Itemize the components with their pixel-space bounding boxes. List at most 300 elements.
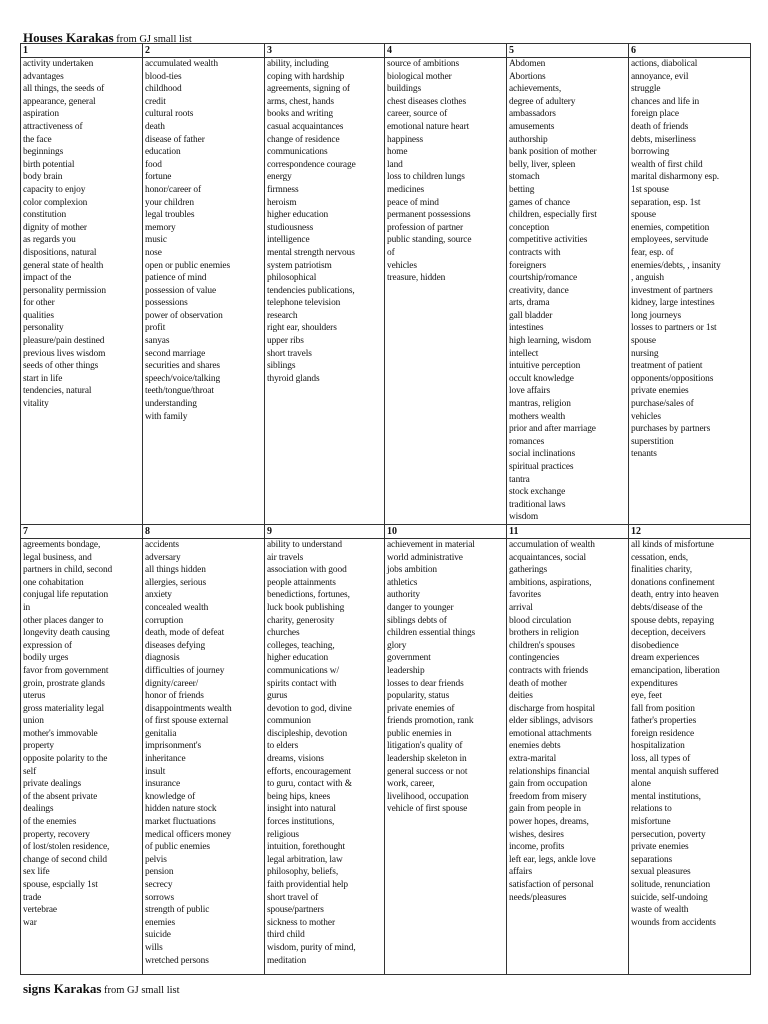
- karaka-line: emotional nature heart: [387, 121, 470, 132]
- karaka-line: intuitive perception: [509, 361, 581, 372]
- karaka-line: dignity/career/: [145, 678, 199, 689]
- karaka-line: spouse: [631, 336, 656, 347]
- karaka-line: finalities charity,: [631, 565, 693, 576]
- karaka-line: open or public enemies: [145, 260, 231, 271]
- karaka-line: power hopes, dreams,: [509, 817, 589, 828]
- karaka-line: change of second child: [23, 854, 107, 865]
- karaka-line: impact of the: [23, 273, 72, 284]
- house-number-row: [21, 44, 751, 58]
- karaka-line: authority: [387, 590, 420, 601]
- house-karakas-cell: [507, 538, 629, 974]
- karaka-line: world administrative: [387, 552, 463, 563]
- karaka-line: appearance, general: [23, 96, 96, 107]
- karaka-line: foreigners: [509, 260, 547, 271]
- karaka-line: danger to younger: [387, 602, 454, 613]
- karaka-line: purchase/sales of: [631, 399, 694, 410]
- karaka-line: being hips, knees: [267, 791, 331, 802]
- house-karakas-cell: [21, 58, 143, 525]
- karaka-line: home: [387, 147, 408, 158]
- house-karakas-cell: [21, 538, 143, 974]
- karaka-line: deities: [509, 691, 533, 702]
- karaka-line: permanent possessions: [387, 210, 471, 221]
- karaka-line: profit: [145, 323, 166, 334]
- karaka-line: struggle: [631, 84, 661, 95]
- karaka-line: partners in child, second: [23, 565, 113, 576]
- karaka-line: genitalia: [145, 728, 177, 739]
- karaka-line: enemies: [145, 917, 176, 928]
- karaka-line: private enemies: [631, 842, 689, 853]
- karaka-line: creativity, dance: [509, 285, 569, 296]
- house-karakas-row: [21, 538, 751, 974]
- karaka-line: vehicles: [631, 411, 661, 422]
- karaka-line: death, mode of defeat: [145, 628, 225, 639]
- karaka-line: losses to partners or 1st: [631, 323, 717, 334]
- karaka-line: anxiety: [145, 590, 172, 601]
- karaka-line: debts, miserliness: [631, 134, 696, 145]
- karaka-line: agreements, signing of: [267, 84, 350, 95]
- karaka-line: correspondence courage: [267, 159, 356, 170]
- house-number: 5: [507, 44, 629, 58]
- karaka-line: income, profits: [509, 842, 565, 853]
- karaka-line: efforts, encouragement: [267, 766, 352, 777]
- karaka-line: blood-ties: [145, 71, 182, 82]
- karaka-line: disease of father: [145, 134, 205, 145]
- karaka-line: birth potential: [23, 159, 75, 170]
- karaka-line: the face: [23, 134, 52, 145]
- karaka-line: agreements bondage,: [23, 539, 101, 550]
- karaka-line: athletics: [387, 577, 418, 588]
- karaka-line: enemies debts: [509, 741, 561, 752]
- karaka-line: hidden nature stock: [145, 804, 217, 815]
- karaka-line: aspiration: [23, 109, 59, 120]
- karaka-line: contracts with friends: [509, 665, 589, 676]
- karaka-line: glory: [387, 640, 407, 651]
- karaka-line: cessation, ends,: [631, 552, 688, 563]
- karaka-line: food: [145, 159, 162, 170]
- karaka-line: of the absent private: [23, 791, 98, 802]
- karaka-line: favorites: [509, 590, 541, 601]
- karaka-line: jobs ambition: [387, 565, 438, 576]
- karaka-line: needs/pleasures: [509, 892, 567, 903]
- karaka-line: kidney, large intestines: [631, 298, 715, 309]
- karaka-line: ability to understand: [267, 539, 342, 550]
- karaka-line: discipleship, devotion: [267, 728, 348, 739]
- karaka-line: prior and after marriage: [509, 424, 596, 435]
- karaka-line: association with good: [267, 565, 347, 576]
- house-number: 10: [385, 524, 507, 538]
- karaka-line: eye, feet: [631, 691, 662, 702]
- karaka-line: siblings: [267, 361, 296, 372]
- karaka-line: advantages: [23, 71, 64, 82]
- karaka-line: leadership: [387, 665, 425, 676]
- karaka-line: adversary: [145, 552, 181, 563]
- karaka-line: pelvis: [145, 854, 167, 865]
- karaka-line: chances and life in: [631, 96, 700, 107]
- karaka-line: children essential things: [387, 628, 476, 639]
- karaka-line: intelligence: [267, 235, 310, 246]
- karaka-line: occult knowledge: [509, 373, 574, 384]
- karaka-line: source of ambitions: [387, 59, 460, 69]
- karaka-line: wisdom, purity of mind,: [267, 942, 356, 953]
- karaka-line: as regards you: [23, 235, 76, 246]
- karaka-line: vitality: [23, 399, 49, 410]
- karaka-line: constitution: [23, 210, 67, 221]
- karaka-line: imprisonment's: [145, 741, 202, 752]
- karaka-line: market fluctuations: [145, 817, 216, 828]
- karaka-line: knowledge of: [145, 791, 196, 802]
- karaka-line: games of chance: [509, 197, 570, 208]
- karaka-line: body brain: [23, 172, 63, 183]
- karaka-line: profession of partner: [387, 222, 463, 233]
- karaka-line: accidents: [145, 539, 179, 550]
- karaka-line: marital disharmony esp.: [631, 172, 720, 183]
- karaka-line: mantras, religion: [509, 399, 571, 410]
- karaka-line: separations: [631, 854, 673, 865]
- karaka-line: education: [145, 147, 181, 158]
- karaka-line: of public enemies: [145, 842, 210, 853]
- karaka-line: corruption: [145, 615, 184, 626]
- karaka-line: expression of: [23, 640, 72, 651]
- karaka-line: attractiveness of: [23, 121, 83, 132]
- house-karakas-cell: [385, 538, 507, 974]
- karaka-line: popularity, status: [387, 691, 450, 702]
- karaka-line: second marriage: [145, 348, 206, 359]
- house-karakas-cell: [265, 58, 385, 525]
- karaka-line: pleasure/pain destined: [23, 336, 105, 347]
- karaka-line: to guru, contact with &: [267, 779, 352, 790]
- karaka-line: patience of mind: [145, 273, 207, 284]
- karaka-line: possessions: [145, 298, 188, 309]
- karaka-line: of lost/stolen residence,: [23, 842, 110, 853]
- karaka-line: employees, servitude: [631, 235, 709, 246]
- karaka-line: superstition: [631, 436, 674, 447]
- karaka-line: enemies/debts, , insanity: [631, 260, 721, 271]
- karaka-line: longevity death causing: [23, 628, 110, 639]
- karaka-line: relations to: [631, 804, 672, 815]
- karaka-line: communion: [267, 716, 311, 727]
- karaka-line: vehicles: [387, 260, 417, 271]
- karaka-line: government: [387, 653, 431, 664]
- karaka-line: insult: [145, 766, 166, 777]
- karaka-line: achievements,: [509, 84, 562, 95]
- karaka-line: property, recovery: [23, 829, 90, 840]
- karaka-line: credit: [145, 96, 166, 107]
- karaka-line: satisfaction of personal: [509, 880, 594, 890]
- karaka-line: groin, prostrate glands: [23, 678, 105, 689]
- karaka-line: hospitalization: [631, 741, 685, 752]
- house-karakas-row: [21, 58, 751, 525]
- karaka-line: chest diseases clothes: [387, 96, 467, 107]
- karaka-line: spouse: [631, 210, 656, 221]
- house-karakas-cell: [143, 538, 265, 974]
- karaka-line: conjugal life reputation: [23, 590, 109, 601]
- karaka-line: firmness: [267, 184, 299, 195]
- karaka-line: communications: [267, 147, 328, 158]
- karaka-line: legal arbitration, law: [267, 854, 343, 865]
- karaka-line: disappointments wealth: [145, 703, 232, 714]
- karaka-line: land: [387, 159, 403, 170]
- karaka-line: short travels: [267, 348, 312, 359]
- karaka-line: gross materiality legal: [23, 703, 105, 714]
- karaka-line: diseases defying: [145, 640, 206, 651]
- karaka-line: actions, diabolical: [631, 59, 698, 69]
- karaka-line: power of observation: [145, 310, 223, 321]
- karaka-line: beginnings: [23, 147, 64, 158]
- karaka-line: studiousness: [267, 222, 314, 233]
- karaka-line: nursing: [631, 348, 659, 359]
- karaka-line: colleges, teaching,: [267, 640, 335, 651]
- karaka-line: accumulated wealth: [145, 59, 218, 69]
- karaka-line: of first spouse external: [145, 716, 229, 727]
- karaka-line: happiness: [387, 134, 424, 145]
- karaka-line: dealings: [23, 804, 54, 815]
- house-number: 8: [143, 524, 265, 538]
- karaka-line: courtship/romance: [509, 273, 578, 284]
- karaka-line: personality: [23, 323, 64, 334]
- karaka-line: loss to children lungs: [387, 172, 465, 183]
- karaka-line: children's spouses: [509, 640, 575, 651]
- karaka-line: wounds from accidents: [631, 917, 716, 928]
- karaka-line: vertebrae: [23, 905, 57, 916]
- karaka-line: previous lives wisdom: [23, 348, 106, 359]
- karaka-line: charity, generosity: [267, 615, 335, 626]
- karaka-line: siblings debts of: [387, 615, 447, 626]
- karaka-line: sexual pleasures: [631, 867, 691, 878]
- karaka-line: annoyance, evil: [631, 71, 689, 82]
- karaka-line: honor of friends: [145, 691, 204, 702]
- karaka-line: degree of adultery: [509, 96, 576, 107]
- karaka-line: honor/career of: [145, 184, 202, 195]
- karaka-line: private enemies: [631, 386, 689, 397]
- karaka-line: churches: [267, 628, 300, 639]
- karaka-line: wisdom: [509, 512, 539, 523]
- karaka-line: ability, including: [267, 59, 329, 69]
- karaka-line: sorrows: [145, 892, 174, 903]
- karaka-line: mental strength nervous: [267, 247, 355, 258]
- karaka-line: tendencies publications,: [267, 285, 355, 296]
- karaka-line: emancipation, liberation: [631, 665, 720, 676]
- karaka-line: favor from government: [23, 665, 109, 676]
- page-title-source: from GJ small list: [113, 34, 192, 45]
- karaka-line: loss, all types of: [631, 754, 691, 765]
- house-karakas-cell: [265, 538, 385, 974]
- karaka-line: amusements: [509, 121, 555, 132]
- karaka-line: stock exchange: [509, 487, 566, 498]
- karaka-line: belly, liver, spleen: [509, 159, 576, 170]
- karaka-line: higher education: [267, 653, 329, 664]
- karaka-line: biological mother: [387, 71, 452, 82]
- karaka-line: competitive activities: [509, 235, 588, 246]
- karaka-line: misfortune: [631, 817, 671, 828]
- karaka-line: tantra: [509, 474, 530, 485]
- houses-table: [20, 43, 751, 975]
- karaka-line: authorship: [509, 134, 548, 145]
- karaka-line: brothers in religion: [509, 628, 579, 639]
- karaka-line: right ear, shoulders: [267, 323, 337, 334]
- karaka-line: fortune: [145, 172, 172, 183]
- karaka-line: acquaintances, social: [509, 552, 587, 563]
- karaka-line: insight into natural: [267, 804, 336, 815]
- section-title: [23, 978, 180, 997]
- karaka-line: luck book publishing: [267, 602, 345, 613]
- karaka-line: seeds of other things: [23, 361, 99, 372]
- karaka-line: Abdomen: [509, 59, 546, 69]
- karaka-line: philosophical: [267, 273, 317, 284]
- karaka-line: foreign place: [631, 109, 679, 120]
- karaka-line: benedictions, fortunes,: [267, 590, 350, 601]
- karaka-line: death of friends: [631, 121, 689, 132]
- karaka-line: conception: [509, 222, 550, 233]
- karaka-line: investment of partners: [631, 285, 713, 296]
- karaka-line: inheritance: [145, 754, 186, 765]
- karaka-line: losses to dear friends: [387, 678, 464, 689]
- karaka-line: heroism: [267, 197, 297, 208]
- karaka-line: arms, chest, hands: [267, 96, 334, 107]
- karaka-line: pension: [145, 867, 174, 878]
- karaka-line: teeth/tongue/throat: [145, 386, 214, 397]
- karaka-line: sickness to mother: [267, 917, 335, 928]
- house-karakas-cell: [629, 538, 751, 974]
- karaka-line: forces institutions,: [267, 817, 335, 828]
- karaka-line: persecution, poverty: [631, 829, 706, 840]
- karaka-line: litigation's quality of: [387, 741, 463, 752]
- house-number: 9: [265, 524, 385, 538]
- karaka-line: death: [145, 121, 165, 132]
- karaka-line: Abortions: [509, 71, 546, 82]
- karaka-line: deception, deceivers: [631, 628, 706, 639]
- karaka-line: traditional laws: [509, 499, 566, 510]
- karaka-line: purchases by partners: [631, 424, 711, 435]
- karaka-line: separation, esp. 1st: [631, 197, 701, 208]
- karaka-line: devotion to god, divine: [267, 703, 352, 714]
- karaka-line: wealth of first child: [631, 159, 703, 170]
- karaka-line: diagnosis: [145, 653, 180, 664]
- karaka-line: higher education: [267, 210, 329, 221]
- karaka-line: opponents/oppositions: [631, 373, 714, 384]
- karaka-line: property: [23, 741, 54, 752]
- karaka-line: peace of mind: [387, 197, 439, 208]
- karaka-line: nose: [145, 247, 162, 258]
- karaka-line: casual acquaintances: [267, 121, 344, 132]
- page-title-bold: Houses Karakas: [23, 30, 114, 45]
- karaka-line: faith providential help: [267, 880, 349, 890]
- karaka-line: social inclinations: [509, 449, 576, 460]
- karaka-line: emotional attachments: [509, 728, 592, 739]
- karaka-line: 1st spouse: [631, 184, 669, 195]
- karaka-line: long journeys: [631, 310, 681, 321]
- karaka-line: mental institutions,: [631, 791, 701, 802]
- karaka-line: activity undertaken: [23, 59, 94, 69]
- karaka-line: music: [145, 235, 167, 246]
- karaka-line: union: [23, 716, 44, 727]
- karaka-line: strength of public: [145, 905, 210, 916]
- karaka-line: spouse debts, repaying: [631, 615, 714, 626]
- house-number: 11: [507, 524, 629, 538]
- karaka-line: contingencies: [509, 653, 560, 664]
- karaka-line: foreign residence: [631, 728, 695, 739]
- karaka-line: speech/voice/talking: [145, 373, 221, 384]
- karaka-line: spouse, espcially 1st: [23, 880, 98, 890]
- karaka-line: for other: [23, 298, 55, 309]
- karaka-line: treatment of patient: [631, 361, 703, 372]
- karaka-line: tendencies, natural: [23, 386, 92, 397]
- karaka-line: freedom from misery: [509, 791, 587, 802]
- karaka-line: upper ribs: [267, 336, 304, 347]
- karaka-line: self: [23, 766, 37, 777]
- karaka-line: high learning, wisdom: [509, 336, 592, 347]
- karaka-line: children, especially first: [509, 210, 597, 221]
- karaka-line: capacity to enjoy: [23, 184, 86, 195]
- karaka-line: mental anquish suffered: [631, 766, 719, 777]
- karaka-line: death of mother: [509, 678, 567, 689]
- karaka-line: telephone television: [267, 298, 341, 309]
- karaka-line: research: [267, 310, 298, 321]
- karaka-line: work, career,: [387, 779, 435, 790]
- karaka-line: to elders: [267, 741, 299, 752]
- karaka-line: energy: [267, 172, 292, 183]
- karaka-line: intellect: [509, 348, 539, 359]
- karaka-line: private enemies of: [387, 703, 455, 714]
- karaka-line: wills: [145, 942, 163, 953]
- house-number: 12: [629, 524, 751, 538]
- karaka-line: fear, esp. of: [631, 247, 674, 258]
- karaka-line: dispositions, natural: [23, 247, 97, 258]
- karaka-line: medical officers money: [145, 829, 232, 840]
- karaka-line: gall bladder: [509, 310, 553, 321]
- karaka-line: enemies, competition: [631, 222, 710, 233]
- karaka-line: achievement in material: [387, 539, 475, 550]
- karaka-line: memory: [145, 222, 176, 233]
- karaka-line: opposite polarity to the: [23, 754, 108, 765]
- karaka-line: blood circulation: [509, 615, 572, 626]
- karaka-line: all things, the seeds of: [23, 84, 105, 95]
- karaka-line: medicines: [387, 184, 425, 195]
- karaka-line: stomach: [509, 172, 540, 183]
- karaka-line: sex life: [23, 867, 50, 878]
- karaka-line: coping with hardship: [267, 71, 345, 82]
- karaka-line: color complexion: [23, 197, 88, 208]
- karaka-line: intestines: [509, 323, 544, 334]
- karaka-line: suicide, self-undoing: [631, 892, 708, 903]
- karaka-line: donations confinement: [631, 577, 715, 588]
- karaka-line: understanding: [145, 399, 197, 410]
- karaka-line: bodily urges: [23, 653, 69, 664]
- karaka-line: cultural roots: [145, 109, 194, 120]
- karaka-line: philosophy, beliefs,: [267, 867, 339, 878]
- karaka-line: difficulties of journey: [145, 665, 225, 676]
- karaka-line: love affairs: [509, 386, 551, 397]
- karaka-line: all kinds of misfortune: [631, 539, 714, 550]
- karaka-line: public enemies in: [387, 728, 452, 739]
- karaka-line: spiritual practices: [509, 462, 574, 472]
- karaka-line: dreams, visions: [267, 754, 324, 765]
- karaka-line: buildings: [387, 84, 421, 95]
- karaka-line: father's properties: [631, 716, 697, 727]
- karaka-line: legal troubles: [145, 210, 195, 221]
- karaka-line: short travel of: [267, 892, 319, 903]
- karaka-line: gatherings: [509, 565, 548, 576]
- house-karakas-cell: [385, 58, 507, 525]
- house-number: 2: [143, 44, 265, 58]
- karaka-line: general success or not: [387, 766, 468, 777]
- karaka-line: other places danger to: [23, 615, 104, 626]
- karaka-line: betting: [509, 184, 535, 195]
- karaka-line: start in life: [23, 373, 63, 384]
- karaka-line: meditation: [267, 955, 307, 966]
- house-karakas-cell: [507, 58, 629, 525]
- karaka-line: possession of value: [145, 285, 217, 296]
- karaka-line: borrowing: [631, 147, 670, 158]
